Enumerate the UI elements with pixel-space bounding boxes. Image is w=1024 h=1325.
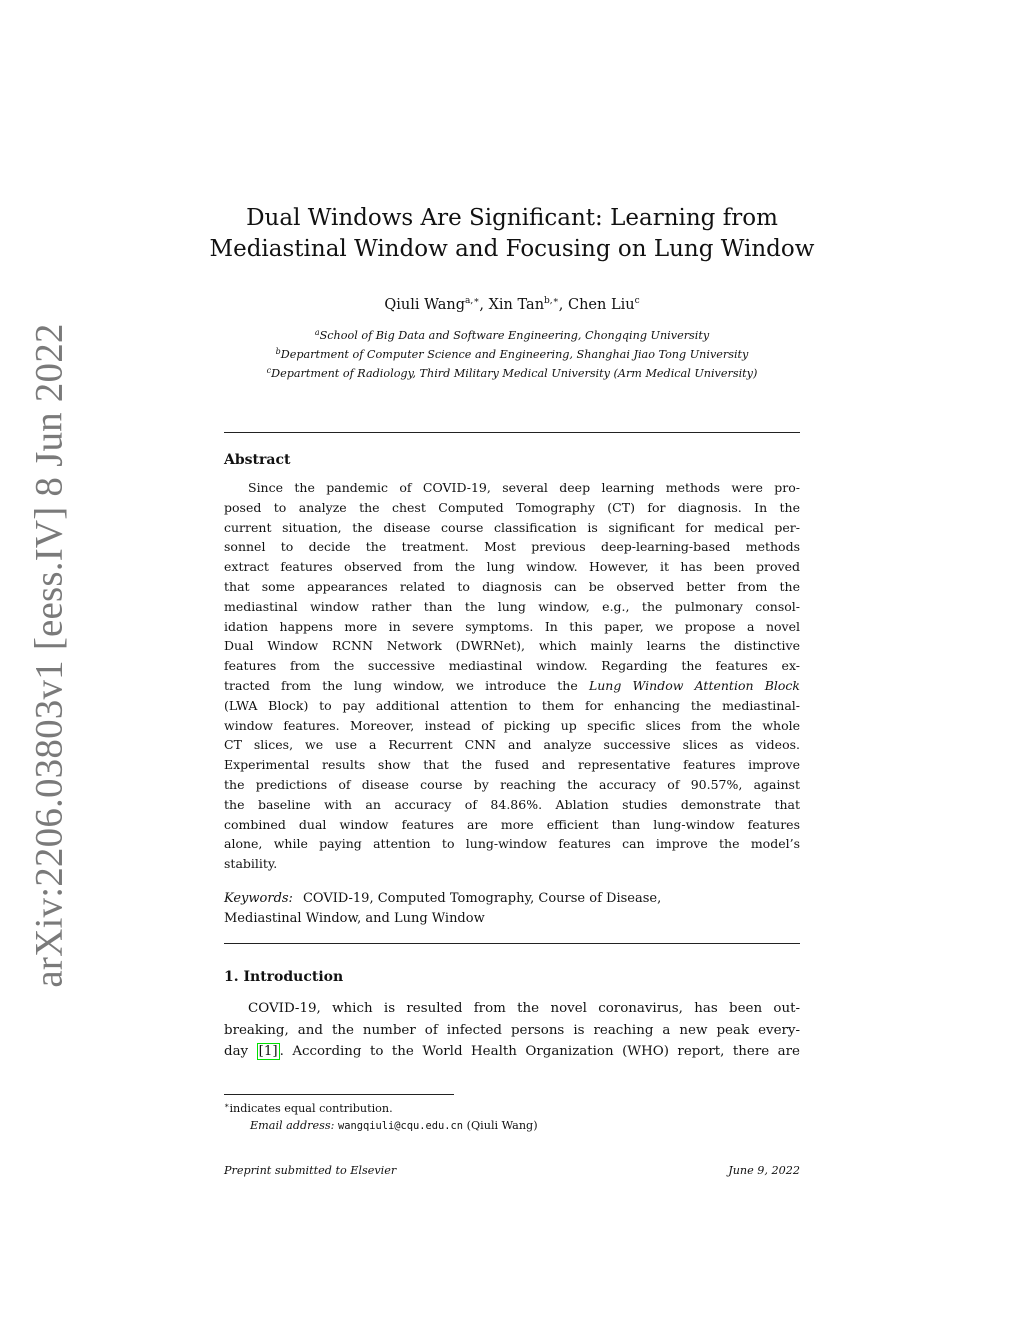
abstract-line: alone, while paying attention to lung-window features can improve the model’s — [224, 836, 800, 852]
author-mark: a,∗ — [465, 296, 480, 306]
abstract-line-emphasis — [224, 676, 800, 696]
intro-line: COVID-19, which is resulted from the novel coronavirus, has been out- — [248, 1001, 800, 1016]
citation-link[interactable]: [1] — [258, 1044, 278, 1059]
introduction-body — [224, 998, 800, 1063]
footnotes — [224, 1097, 538, 1135]
arxiv-identifier-text: arXiv:2206.03803v1 [eess.IV] 8 Jun 2022 — [27, 322, 71, 988]
abstract-line: Since the pandemic of COVID-19, several deep learning methods were pro- — [248, 480, 800, 495]
keywords-line-2: Mediastinal Window, and Lung Window — [224, 911, 485, 926]
author-name: Xin Tan — [488, 297, 545, 313]
email-owner: (Qiuli Wang) — [466, 1119, 538, 1132]
abstract-line: posed to analyze the chest Computed Tomography (CT) for diagnosis. In the — [224, 499, 800, 515]
page-footer — [224, 1163, 800, 1179]
footnote-equal-contribution — [224, 1097, 538, 1117]
abstract-line: Experimental results show that the fused and representative features improve — [224, 757, 800, 773]
abstract-line: sonnel to decide the treatment. Most previous deep-learning-based methods — [224, 539, 800, 555]
author-name: Chen Liu — [568, 297, 635, 313]
affiliation-text: Department of Radiology, Third Military Medical University (Arm Medical University) — [271, 367, 758, 380]
abstract-line: that some appearances related to diagnosis can be observed better from the — [224, 578, 800, 594]
arxiv-identifier-stamp — [26, 322, 72, 988]
abstract-heading: Abstract — [224, 452, 291, 468]
footnote-mark: ∗ — [224, 1101, 230, 1110]
intro-line-with-citation — [224, 1041, 800, 1063]
author-list: Qiuli Wang$^{a,∗}$, Xin Tan$^{b,∗}$, Chen Liu$^c$ — [384, 296, 640, 313]
title-line-2: Mediastinal Window and Focusing on Lung Window — [209, 236, 815, 262]
abstract-line: current situation, the disease course classification is significant for medical per- — [224, 519, 800, 535]
abstract-body — [224, 478, 800, 874]
intro-line: breaking, and the number of infected persons is reaching a new peak every- — [224, 1022, 800, 1038]
footer-preprint-note: Preprint submitted to Elsevier — [224, 1164, 397, 1177]
footnote-email — [224, 1117, 538, 1135]
affiliation-b — [150, 344, 874, 363]
footer-date: June 9, 2022 — [728, 1164, 800, 1177]
affiliation-mark: a — [314, 328, 320, 337]
abstract-text: tracted from the lung window, we introduce the — [224, 677, 589, 693]
abstract-top-rule — [224, 432, 800, 433]
abstract-line: the predictions of disease course by reaching the accuracy of 90.57%, against — [224, 776, 800, 792]
paper-title — [200, 203, 824, 265]
abstract-line: idation happens more in severe symptoms. In this paper, we propose a novel — [224, 618, 800, 634]
title-line-1: Dual Windows Are Significant: Learning from — [246, 205, 778, 231]
footnote-rule — [224, 1094, 454, 1095]
affiliation-a — [150, 325, 874, 344]
abstract-line: extract features observed from the lung window. However, it has been proved — [224, 559, 800, 575]
affiliation-text: School of Big Data and Software Engineering, Chongqing University — [319, 329, 710, 342]
intro-text: . According to the World Health Organization (WHO) report, there are — [279, 1044, 800, 1059]
author-mark: b,∗ — [544, 296, 559, 306]
keywords-label: Keywords: — [224, 891, 293, 906]
abstract-line: features from the successive mediastinal window. Regarding the features ex- — [224, 658, 800, 674]
email-label: Email address: — [250, 1119, 335, 1132]
affiliations — [150, 325, 874, 382]
affiliation-text: Department of Computer Science and Engineering, Shanghai Jiao Tong University — [280, 348, 749, 361]
abstract-line: mediastinal window rather than the lung window, e.g., the pulmonary consol- — [224, 598, 800, 614]
keywords — [224, 889, 800, 929]
abstract-bottom-rule — [224, 943, 800, 944]
email-address: wangqiuli@cqu.edu.cn — [337, 1120, 464, 1132]
footnote-text: indicates equal contribution. — [229, 1102, 393, 1115]
affiliation-c — [150, 363, 874, 382]
abstract-last-line: stability. — [224, 856, 278, 872]
keywords-line-1 — [224, 889, 800, 909]
abstract-line: Dual Window RCNN Network (DWRNet), which mainly learns the distinctive — [224, 638, 800, 654]
author-mark: c — [634, 296, 640, 306]
author-name: Qiuli Wang — [384, 297, 466, 313]
affiliation-mark: c — [266, 366, 272, 375]
abstract-line: CT slices, we use a Recurrent CNN and analyze successive slices as videos. — [224, 737, 800, 753]
section-heading-introduction: 1. Introduction — [224, 969, 344, 985]
abstract-line: (LWA Block) to pay additional attention to them for enhancing the mediastinal- — [224, 697, 800, 713]
abstract-line: the baseline with an accuracy of 84.86%. Ablation studies demonstrate that — [224, 796, 800, 812]
lwa-block-emphasis: Lung Window Attention Block — [588, 677, 800, 693]
intro-text: day — [224, 1044, 257, 1059]
keywords-text: COVID-19, Computed Tomography, Course of Disease, — [302, 891, 662, 906]
abstract-line: combined dual window features are more efficient than lung-window features — [224, 816, 800, 832]
abstract-line: window features. Moreover, instead of picking up specific slices from the whole — [224, 717, 800, 733]
affiliation-mark: b — [275, 347, 281, 356]
